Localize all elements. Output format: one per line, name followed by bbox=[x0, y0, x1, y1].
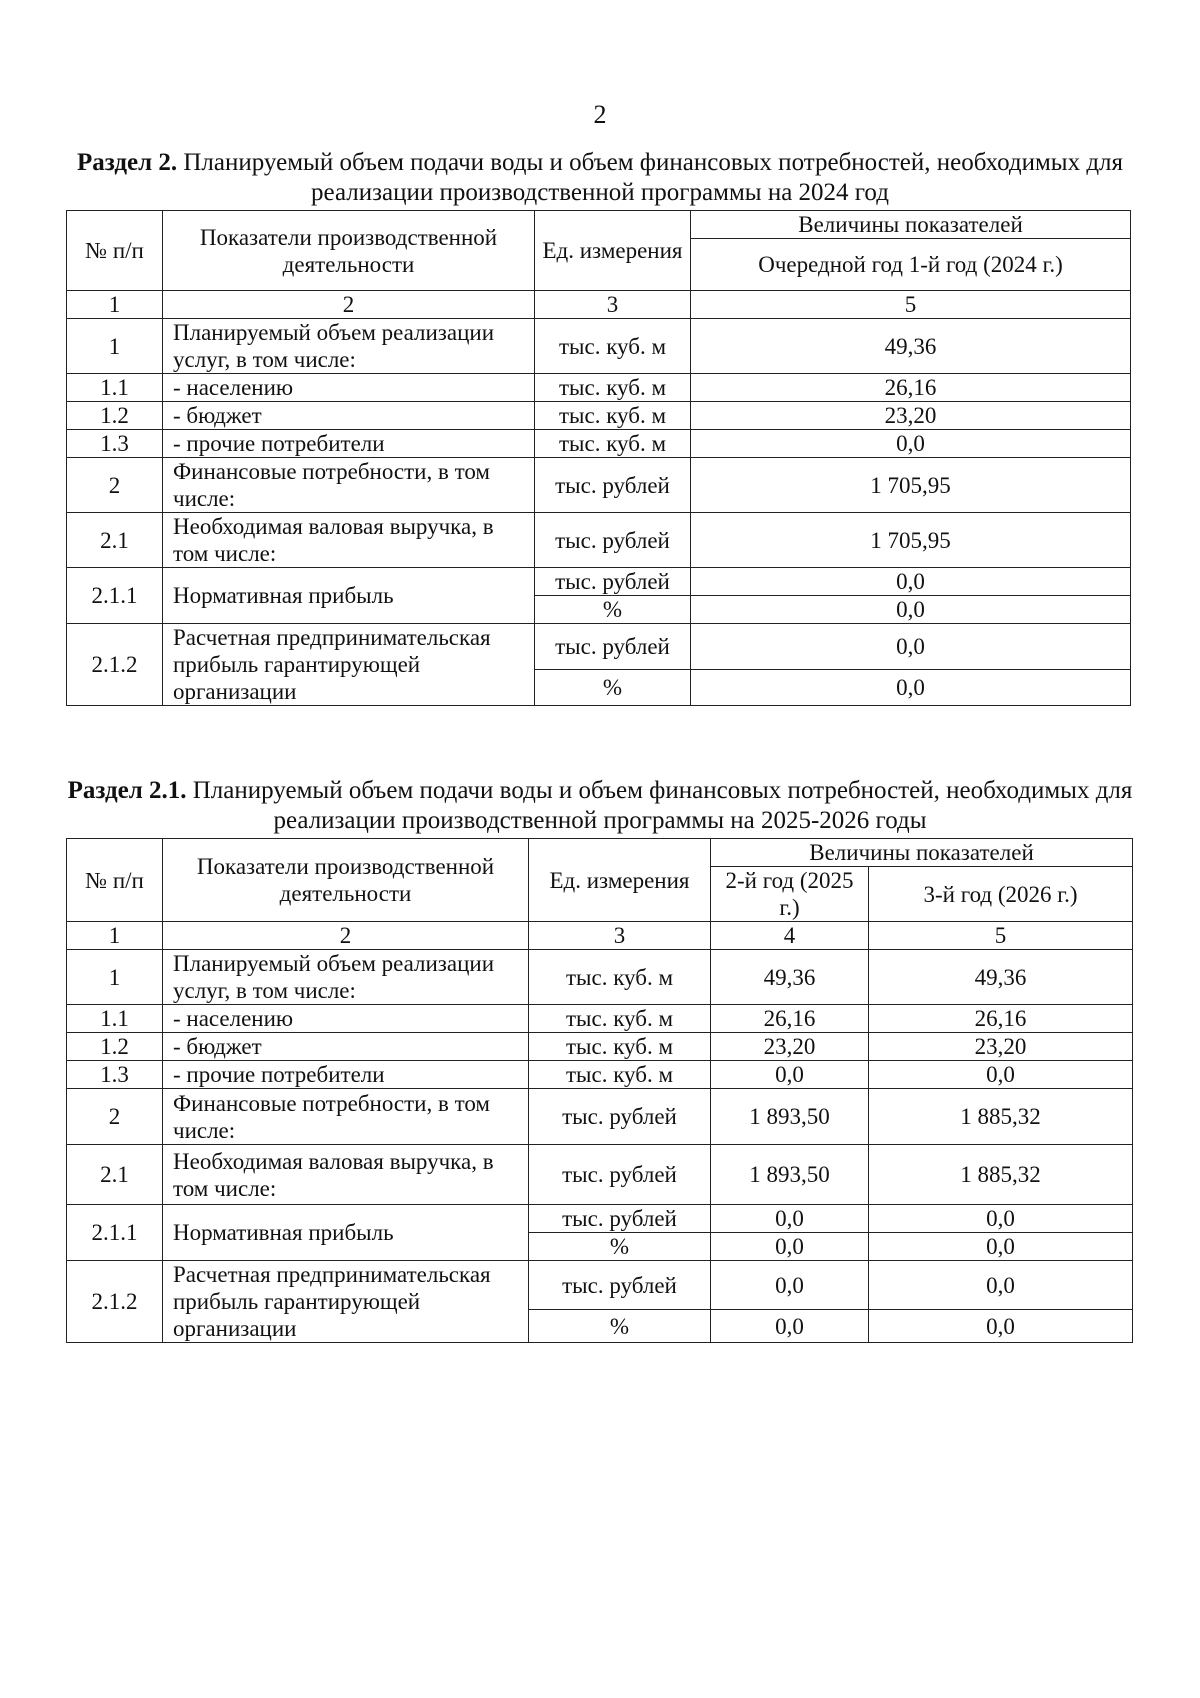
colnum-2: 2 bbox=[163, 291, 535, 319]
row-value-2024: 26,16 bbox=[691, 374, 1131, 402]
row-num: 1.1 bbox=[67, 374, 163, 402]
row-value-2025: 0,0 bbox=[711, 1261, 869, 1310]
row-name: - населению bbox=[163, 1005, 529, 1033]
row-unit: тыс. куб. м bbox=[529, 1005, 711, 1033]
row-name: - прочие потребители bbox=[163, 1061, 529, 1089]
row-value-2024-percent: 0,0 bbox=[691, 670, 1131, 706]
row-name: Финансовые потребности, в том числе: bbox=[163, 1089, 529, 1145]
row-value-2026: 1 885,32 bbox=[869, 1089, 1133, 1145]
header-values-group: Величины показателей bbox=[711, 839, 1133, 867]
colnum-5: 5 bbox=[691, 291, 1131, 319]
row-value-2025: 0,0 bbox=[711, 1061, 869, 1089]
row-unit-percent: % bbox=[529, 1233, 711, 1261]
header-indicator: Показатели производственной деятельности bbox=[163, 839, 529, 922]
section-2-title-text: Планируемый объем подачи воды и объем финансовых потребностей, необходимых для реализации производственной программы на 2024 год bbox=[177, 149, 1124, 206]
section-2-title-bold: Раздел 2. bbox=[76, 149, 178, 176]
row-value-2025: 26,16 bbox=[711, 1005, 869, 1033]
header-unit: Ед. измерения bbox=[529, 839, 711, 922]
row-value-2024: 0,0 bbox=[691, 568, 1131, 596]
row-name: - бюджет bbox=[163, 1033, 529, 1061]
row-unit: тыс. рублей bbox=[529, 1145, 711, 1205]
section-2-1-title bbox=[60, 776, 1140, 836]
header-indicator: Показатели производственной деятельности bbox=[163, 211, 535, 291]
row-value-2026: 1 885,32 bbox=[869, 1145, 1133, 1205]
row-value-2026: 0,0 bbox=[869, 1261, 1133, 1310]
table-row bbox=[67, 1261, 1133, 1310]
row-unit: тыс. рублей bbox=[535, 624, 691, 670]
row-value-2026: 26,16 bbox=[869, 1005, 1133, 1033]
row-name: Необходимая валовая выручка, в том числе: bbox=[163, 1145, 529, 1205]
row-value-2026: 0,0 bbox=[869, 1205, 1133, 1233]
section-2-1-table bbox=[66, 838, 1133, 1343]
table-row bbox=[67, 374, 1131, 402]
row-num: 2 bbox=[67, 1089, 163, 1145]
row-name: Нормативная прибыль bbox=[163, 1205, 529, 1261]
row-value-2025: 0,0 bbox=[711, 1205, 869, 1233]
colnum-4: 4 bbox=[711, 922, 869, 950]
row-value-2024: 1 705,95 bbox=[691, 513, 1131, 568]
section-2-title bbox=[60, 148, 1140, 208]
row-num: 2.1.1 bbox=[67, 1205, 163, 1261]
colnum-1: 1 bbox=[67, 922, 163, 950]
row-name: - бюджет bbox=[163, 402, 535, 430]
row-value-2026: 0,0 bbox=[869, 1061, 1133, 1089]
row-unit-percent: % bbox=[529, 1310, 711, 1343]
row-num: 1.2 bbox=[67, 1033, 163, 1061]
row-value-2025: 1 893,50 bbox=[711, 1145, 869, 1205]
row-unit: тыс. рублей bbox=[529, 1205, 711, 1233]
row-name: - прочие потребители bbox=[163, 430, 535, 458]
table-row bbox=[67, 513, 1131, 568]
row-num: 1 bbox=[67, 319, 163, 374]
header-unit: Ед. измерения bbox=[535, 211, 691, 291]
row-name: Планируемый объем реализации услуг, в том числе: bbox=[163, 319, 535, 374]
section-2-table bbox=[66, 210, 1131, 706]
row-unit: тыс. рублей bbox=[529, 1261, 711, 1310]
row-num: 1.3 bbox=[67, 430, 163, 458]
header-year-2024: Очередной год 1-й год (2024 г.) bbox=[691, 239, 1131, 291]
row-value-2025: 1 893,50 bbox=[711, 1089, 869, 1145]
table-row bbox=[67, 1005, 1133, 1033]
row-unit: тыс. рублей bbox=[535, 568, 691, 596]
row-num: 1.1 bbox=[67, 1005, 163, 1033]
row-value-2026: 23,20 bbox=[869, 1033, 1133, 1061]
row-num: 2.1 bbox=[67, 513, 163, 568]
table-row bbox=[67, 319, 1131, 374]
row-unit: тыс. рублей bbox=[529, 1089, 711, 1145]
colnum-3: 3 bbox=[529, 922, 711, 950]
row-num: 1.3 bbox=[67, 1061, 163, 1089]
table-row bbox=[67, 1033, 1133, 1061]
header-num: № п/п bbox=[67, 839, 163, 922]
row-value-2024-percent: 0,0 bbox=[691, 596, 1131, 624]
colnum-2: 2 bbox=[163, 922, 529, 950]
row-num: 1.2 bbox=[67, 402, 163, 430]
row-name: - населению bbox=[163, 374, 535, 402]
row-name: Необходимая валовая выручка, в том числе: bbox=[163, 513, 535, 568]
row-name: Расчетная предпринимательская прибыль гарантирующей организации bbox=[163, 624, 535, 706]
colnum-3: 3 bbox=[535, 291, 691, 319]
row-unit: тыс. куб. м bbox=[535, 319, 691, 374]
header-num: № п/п bbox=[67, 211, 163, 291]
table-row bbox=[67, 430, 1131, 458]
row-unit-percent: % bbox=[535, 596, 691, 624]
row-value-2025: 49,36 bbox=[711, 950, 869, 1005]
colnum-1: 1 bbox=[67, 291, 163, 319]
row-unit: тыс. рублей bbox=[535, 458, 691, 513]
row-value-2024: 23,20 bbox=[691, 402, 1131, 430]
table-row bbox=[67, 1145, 1133, 1205]
row-value-2026-percent: 0,0 bbox=[869, 1233, 1133, 1261]
table-row bbox=[67, 568, 1131, 596]
row-value-2026-percent: 0,0 bbox=[869, 1310, 1133, 1343]
row-value-2026: 49,36 bbox=[869, 950, 1133, 1005]
row-num: 2.1.1 bbox=[67, 568, 163, 624]
row-value-2024: 49,36 bbox=[691, 319, 1131, 374]
row-value-2024: 0,0 bbox=[691, 624, 1131, 670]
page-number: 2 bbox=[593, 100, 607, 129]
row-name: Финансовые потребности, в том числе: bbox=[163, 458, 535, 513]
row-unit: тыс. куб. м bbox=[535, 374, 691, 402]
row-num: 2.1.2 bbox=[67, 624, 163, 706]
table-row bbox=[67, 402, 1131, 430]
row-unit: тыс. рублей bbox=[535, 513, 691, 568]
row-num: 2 bbox=[67, 458, 163, 513]
row-name: Расчетная предпринимательская прибыль гарантирующей организации bbox=[163, 1261, 529, 1343]
row-num: 2.1.2 bbox=[67, 1261, 163, 1343]
section-2-1-title-bold: Раздел 2.1. bbox=[67, 777, 187, 804]
row-value-2024: 1 705,95 bbox=[691, 458, 1131, 513]
row-unit: тыс. куб. м bbox=[535, 402, 691, 430]
table-row bbox=[67, 1205, 1133, 1233]
row-value-2024: 0,0 bbox=[691, 430, 1131, 458]
header-values-group: Величины показателей bbox=[691, 211, 1131, 239]
header-year-2026: 3-й год (2026 г.) bbox=[869, 867, 1133, 922]
table-row bbox=[67, 458, 1131, 513]
row-num: 2.1 bbox=[67, 1145, 163, 1205]
row-value-2025-percent: 0,0 bbox=[711, 1233, 869, 1261]
row-value-2025-percent: 0,0 bbox=[711, 1310, 869, 1343]
table-row bbox=[67, 1061, 1133, 1089]
row-value-2025: 23,20 bbox=[711, 1033, 869, 1061]
section-2-1-title-text: Планируемый объем подачи воды и объем финансовых потребностей, необходимых для реализации производственной программы на 2025-2026 годы bbox=[186, 777, 1133, 834]
row-unit: тыс. куб. м bbox=[529, 1033, 711, 1061]
header-year-2025: 2-й год (2025 г.) bbox=[711, 867, 869, 922]
row-num: 1 bbox=[67, 950, 163, 1005]
row-unit: тыс. куб. м bbox=[535, 430, 691, 458]
row-name: Планируемый объем реализации услуг, в том числе: bbox=[163, 950, 529, 1005]
row-unit-percent: % bbox=[535, 670, 691, 706]
row-name: Нормативная прибыль bbox=[163, 568, 535, 624]
table-row bbox=[67, 950, 1133, 1005]
table-row bbox=[67, 624, 1131, 670]
table-row bbox=[67, 1089, 1133, 1145]
colnum-5: 5 bbox=[869, 922, 1133, 950]
row-unit: тыс. куб. м bbox=[529, 950, 711, 1005]
row-unit: тыс. куб. м bbox=[529, 1061, 711, 1089]
